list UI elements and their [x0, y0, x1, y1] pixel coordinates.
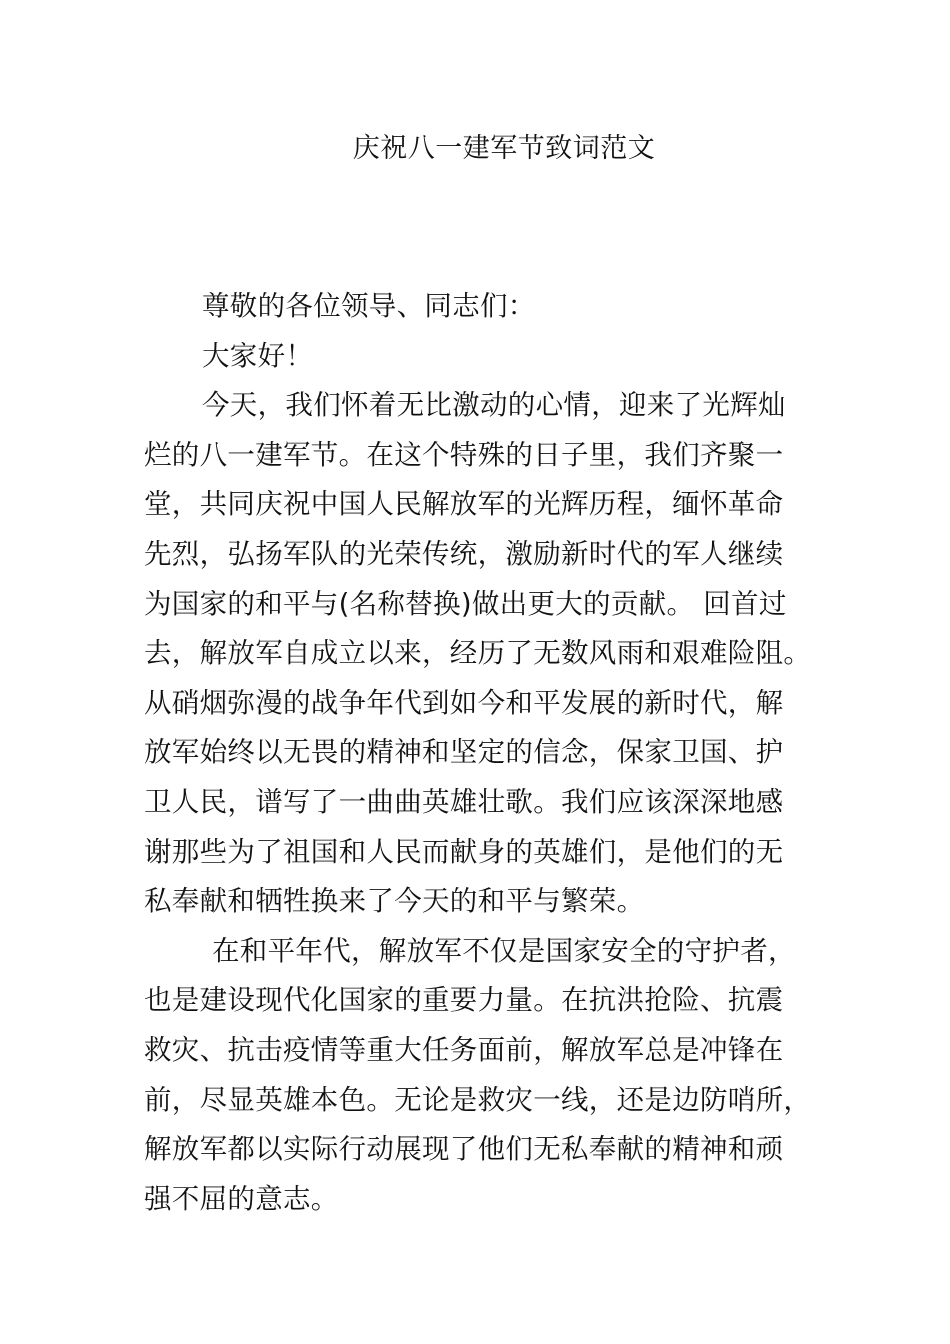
- paragraph-1-line: 从硝烟弥漫的战争年代到如今和平发展的新时代，解: [144, 686, 784, 719]
- salutation: 尊敬的各位领导、同志们：: [202, 290, 536, 322]
- paragraph-1-line: 谢那些为了祖国和人民而献身的英雄们，是他们的无: [144, 835, 784, 868]
- paragraph-2-line: 在和平年代，解放军不仅是国家安全的守护者，: [212, 934, 796, 967]
- paragraph-2-line: 强不屈的意志。: [144, 1182, 339, 1215]
- paragraph-2-line: 也是建设现代化国家的重要力量。在抗洪抢险、抗震: [144, 984, 784, 1017]
- paragraph-2-line: 前，尽显英雄本色。无论是救灾一线，还是边防哨所，: [144, 1083, 812, 1116]
- paragraph-1-line: 堂，共同庆祝中国人民解放军的光辉历程，缅怀革命: [144, 488, 784, 521]
- paragraph-1-line: 先烈，弘扬军队的光荣传统，激励新时代的军人继续: [144, 537, 784, 570]
- paragraph-1-line: 私奉献和牺牲换来了今天的和平与繁荣。: [144, 885, 645, 918]
- paragraph-1-line: 为国家的和平与(名称替换)做出更大的贡献。 回首过: [144, 587, 787, 620]
- paragraph-2-line: 解放军都以实际行动展现了他们无私奉献的精神和顽: [144, 1133, 784, 1166]
- greeting: 大家好！: [202, 339, 314, 372]
- paragraph-1-line: 去，解放军自成立以来，经历了无数风雨和艰难险阻。: [144, 637, 812, 670]
- paragraph-1-line: 卫人民，谱写了一曲曲英雄壮歌。我们应该深深地感: [144, 785, 784, 818]
- paragraph-1-line: 今天，我们怀着无比激动的心情，迎来了光辉灿: [202, 389, 786, 422]
- paragraph-1-line: 烂的八一建军节。在这个特殊的日子里，我们齐聚一: [144, 438, 784, 471]
- paragraph-1-line: 放军始终以无畏的精神和坚定的信念，保家卫国、护: [144, 736, 784, 769]
- document-body: [144, 282, 834, 1224]
- paragraph-2-line: 救灾、抗击疫情等重大任务面前，解放军总是冲锋在: [144, 1033, 784, 1066]
- document-title: 庆祝八一建军节致词范文: [352, 133, 656, 164]
